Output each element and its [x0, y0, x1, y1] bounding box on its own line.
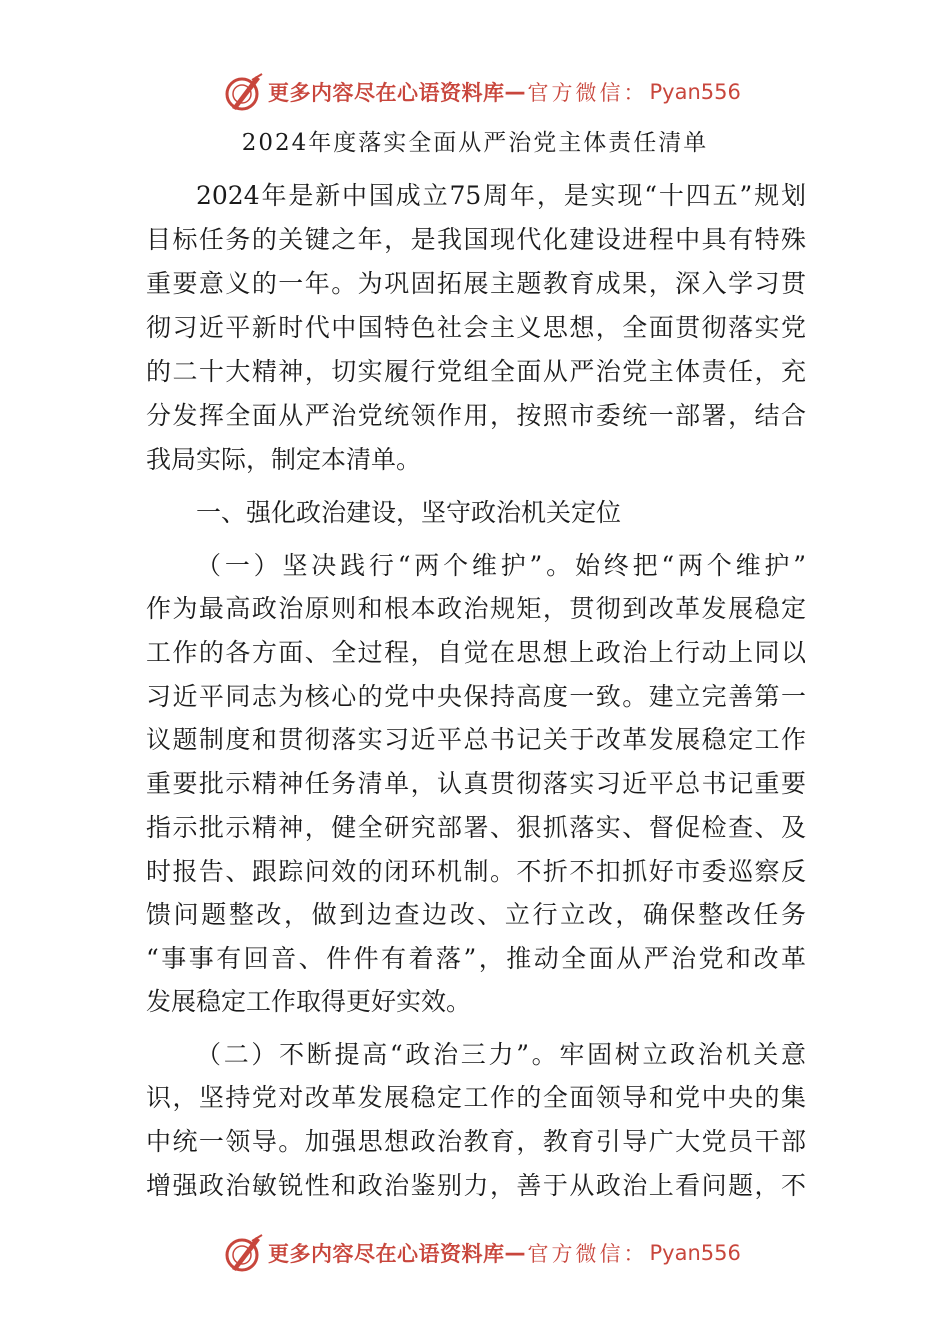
document-title: 2024年度落实全面从严治党主体责任清单 [241, 130, 709, 156]
text-line: 中统一领导。加强思想政治教育，教育引导广大党员干部 [146, 1127, 806, 1156]
text-line: 彻习近平新时代中国特色社会主义思想，全面贯彻落实党 [146, 313, 806, 342]
text-line: 馈问题整改，做到边查边改、立行立改，确保整改任务 [146, 900, 806, 929]
text-line: 目标任务的关键之年，是我国现代化建设进程中具有特殊 [146, 225, 806, 254]
text-line: 分发挥全面从严治党统领作用，按照市委统一部署，结合 [146, 401, 806, 430]
text-line: 议题制度和贯彻落实习近平总书记关于改革发展稳定工作 [146, 725, 806, 754]
watermark-separator: — [504, 1241, 526, 1265]
watermark-footer [222, 1231, 741, 1275]
text-line: 的二十大精神，切实履行党组全面从严治党主体责任，充 [146, 357, 806, 386]
text-line: 习近平同志为核心的党中央保持高度一致。建立完善第一 [146, 682, 806, 711]
text-line: 发展稳定工作取得更好实效。 [146, 987, 472, 1016]
watermark-separator: — [504, 80, 526, 104]
watermark-main-text: 更多内容尽在心语资料库 [268, 81, 505, 105]
text-line: 工作的各方面、全过程，自觉在思想上政治上行动上同以 [146, 638, 806, 667]
pen-logo-icon [222, 1231, 266, 1275]
watermark-wechat-id: Pyan556 [649, 80, 741, 104]
text-line: 识，坚持党对改革发展稳定工作的全面领导和党中央的集 [146, 1083, 806, 1112]
text-line: 我局实际，制定本清单。 [146, 445, 422, 474]
text-line: 2024年是新中国成立75周年，是实现“十四五”规划 [196, 181, 806, 210]
watermark-label: 官方微信： [527, 81, 648, 105]
text-line: 重要意义的一年。为巩固拓展主题教育成果，深入学习贯 [146, 269, 806, 298]
text-line: “事事有回音、件件有着落”，推动全面从严治党和改革 [146, 944, 806, 973]
text-line: 增强政治敏锐性和政治鉴别力，善于从政治上看问题，不 [146, 1171, 806, 1200]
text-line: 作为最高政治原则和根本政治规矩，贯彻到改革发展稳定 [146, 594, 806, 623]
watermark-header [222, 70, 741, 114]
text-line: 时报告、跟踪问效的闭环机制。不折不扣抓好市委巡察反 [146, 857, 806, 886]
text-line: （一）坚决践行“两个维护”。始终把“两个维护” [196, 551, 806, 580]
section-heading: 一、强化政治建设，坚守政治机关定位 [196, 498, 622, 527]
text-line: 重要批示精神任务清单，认真贯彻落实习近平总书记重要 [146, 769, 806, 798]
watermark-main-text: 更多内容尽在心语资料库 [268, 1242, 505, 1266]
watermark-label: 官方微信： [527, 1242, 648, 1266]
watermark-wechat-id: Pyan556 [649, 1241, 741, 1265]
text-line: 指示批示精神，健全研究部署、狠抓落实、督促检查、及 [146, 813, 806, 842]
pen-logo-icon [222, 70, 266, 114]
text-line: （二）不断提高“政治三力”。牢固树立政治机关意 [196, 1040, 806, 1069]
